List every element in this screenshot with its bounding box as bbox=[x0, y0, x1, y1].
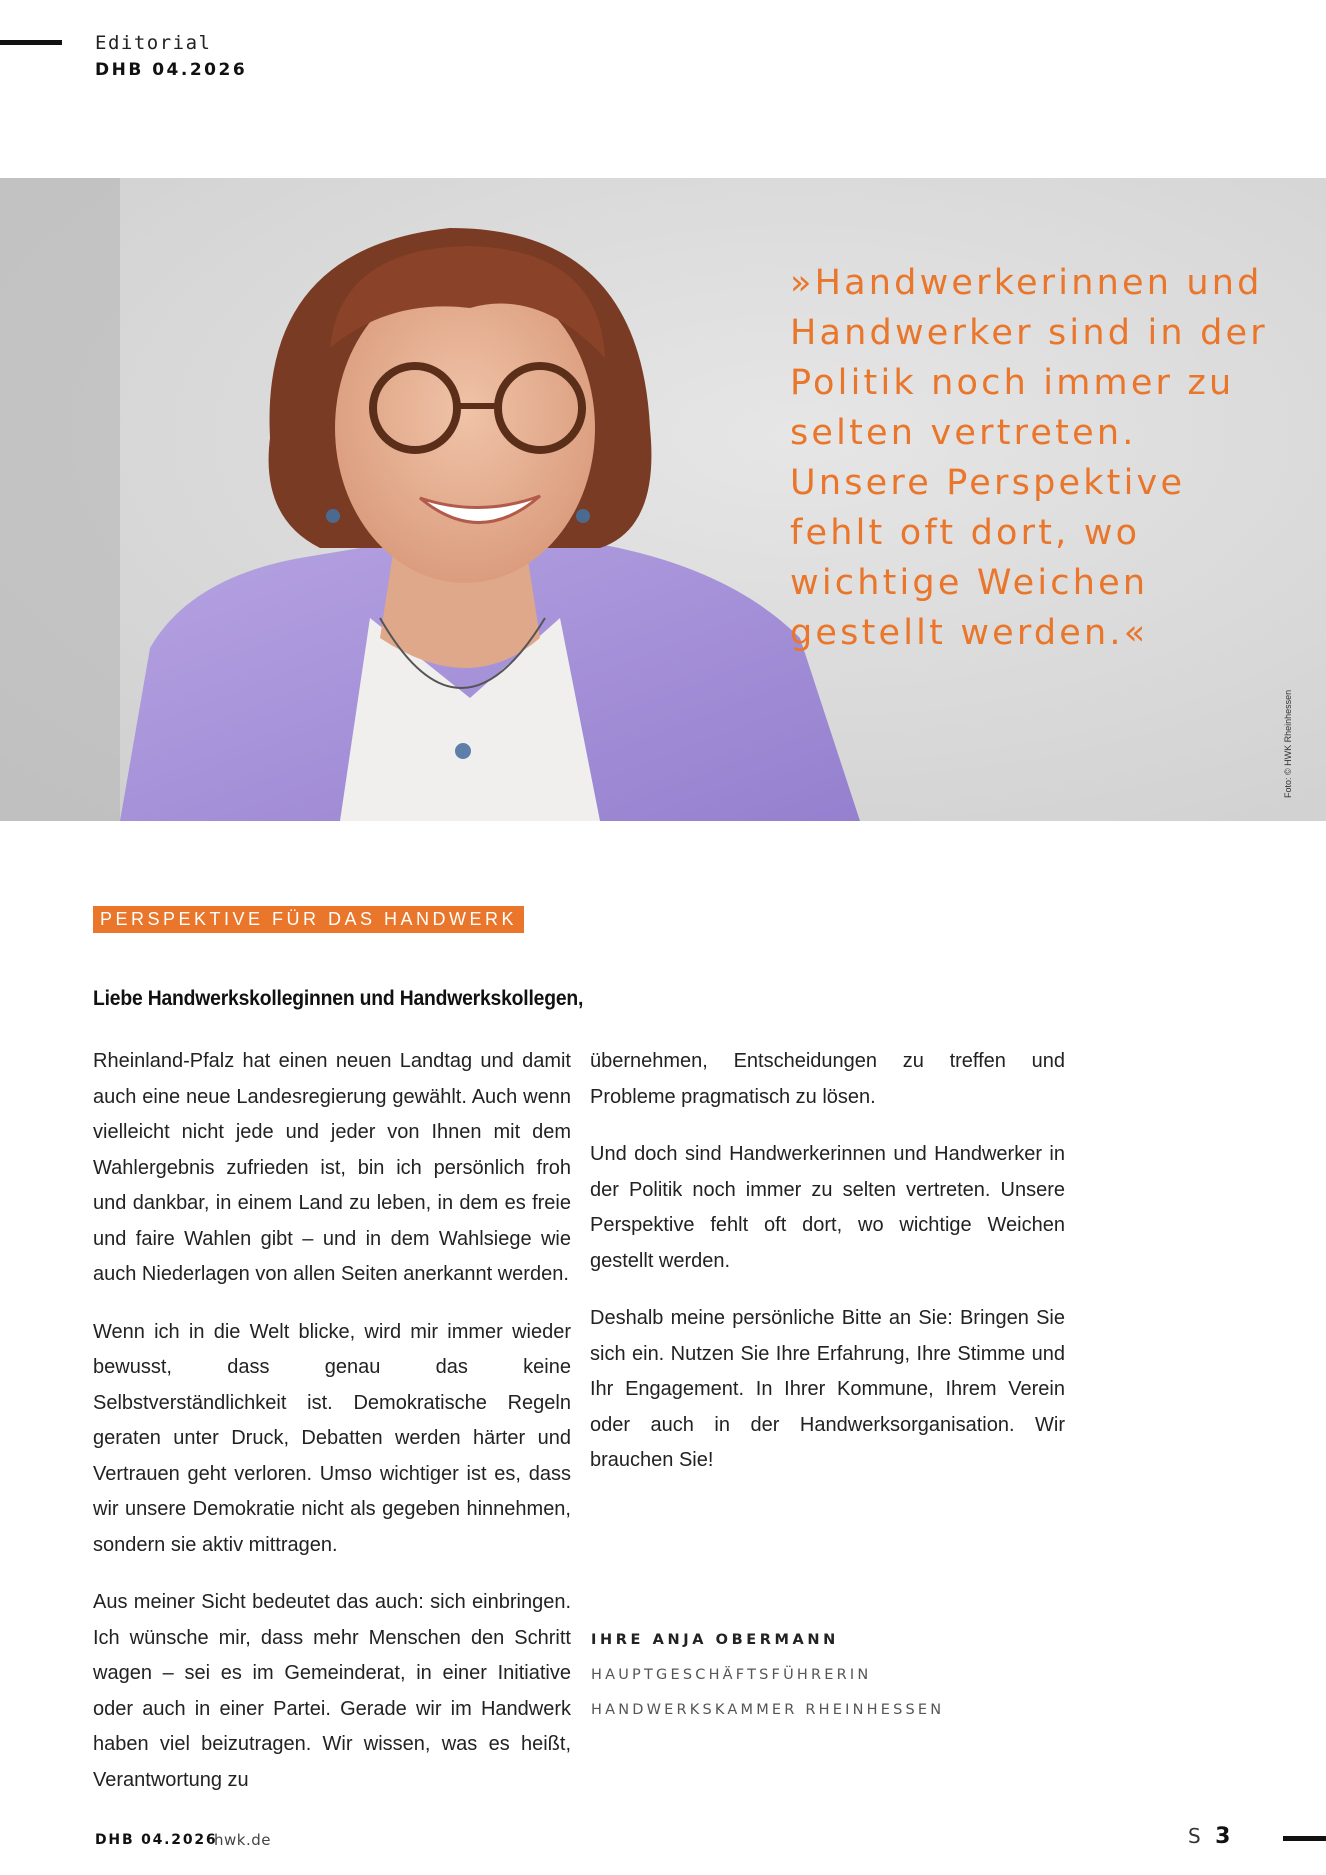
footer-website-link[interactable]: hwk.de bbox=[214, 1831, 271, 1849]
signature-organization: HANDWERKSKAMMER RHEINHESSEN bbox=[591, 1702, 945, 1718]
section-label: Editorial bbox=[95, 32, 212, 54]
paragraph: Rheinland-Pfalz hat einen neuen Landtag und damit auch eine neue Landesregierung gewählt. Auch wenn vielleicht nicht jede und jeder von Ihnen mit dem Wahlergebnis zufrieden ist, bin ich persönlich froh und dankbar, in einem Land zu leben, in dem es freie und faire Wahlen gibt – und in dem Wahlsiege wie auch Niederlagen von allen Seiten anerkannt werden. bbox=[93, 1050, 571, 1285]
page-number-value: 3 bbox=[1215, 1824, 1235, 1849]
signature-name: IHRE ANJA OBERMANN bbox=[591, 1632, 839, 1648]
text-column-right bbox=[590, 1044, 1065, 1501]
paragraph: Und doch sind Handwerkerinnen und Handwerker in der Politik noch immer zu selten vertreten. Unsere Perspektive fehlt oft dort, wo wichtige Weichen gestellt werden. bbox=[590, 1143, 1065, 1272]
hero-photo bbox=[0, 178, 1326, 821]
paragraph: übernehmen, Entscheidungen zu treffen und Probleme pragmatisch zu lösen. bbox=[590, 1050, 1065, 1108]
signature-role: HAUPTGESCHÄFTSFÜHRERIN bbox=[591, 1667, 872, 1683]
paragraph: Deshalb meine persönliche Bitte an Sie: Bringen Sie sich ein. Nutzen Sie Ihre Erfahrung, Ihre Stimme und Ihr Engagement. In Ihrer Kommune, Ihrem Verein oder auch in der Handwerksorganisation. Wir brauchen Sie! bbox=[590, 1307, 1065, 1471]
issue-label: DHB 04.2026 bbox=[95, 60, 248, 80]
paragraph: Wenn ich in die Welt blicke, wird mir immer wieder bewusst, dass genau das keine Selbstverständlichkeit ist. Demokratische Regeln geraten unter Druck, Debatten werden härter und Vertrauen geht verloren. Umso wichtiger ist es, dass wir unsere Demokratie nicht als gegeben hinnehmen, sondern sie aktiv mittragen. bbox=[93, 1320, 571, 1556]
text-column-left bbox=[93, 1044, 571, 1820]
footer-rule bbox=[1283, 1836, 1326, 1841]
page-prefix: S bbox=[1188, 1824, 1205, 1848]
header-rule bbox=[0, 40, 62, 45]
photo-credit: Foto: © HWK Rheinhessen bbox=[1283, 689, 1293, 798]
page-number bbox=[1188, 1824, 1234, 1849]
footer-issue: DHB 04.2026 bbox=[95, 1832, 218, 1848]
article-kicker: PERSPEKTIVE FÜR DAS HANDWERK bbox=[93, 906, 524, 933]
salutation: Liebe Handwerkskolleginnen und Handwerkskollegen, bbox=[93, 987, 584, 1010]
paragraph: Aus meiner Sicht bedeutet das auch: sich einbringen. Ich wünsche mir, dass mehr Menschen den Schritt wagen – sei es im Gemeinderat, in einer Initiative oder auch in einer Partei. Gerade wir im Handwerk haben viel beizutragen. Wir wissen, was es heißt, Verantwortung zu bbox=[93, 1591, 571, 1791]
pull-quote: »Handwerkerinnen und Handwerker sind in der Politik noch immer zu selten vertreten. Unsere Perspektive fehlt oft dort, wo wichtige Weichen gestellt werden.« bbox=[790, 263, 1268, 653]
